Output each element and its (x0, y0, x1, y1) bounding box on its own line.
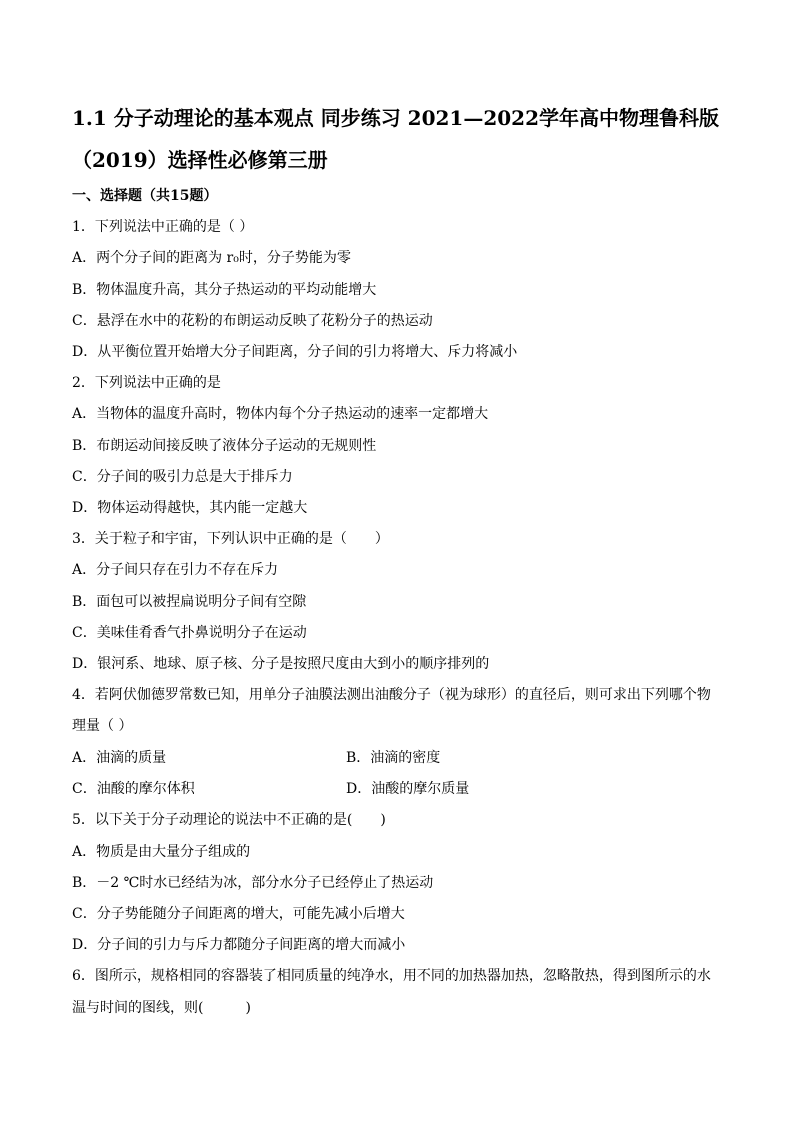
question-2-stem: 2．下列说法中正确的是 (72, 375, 221, 391)
question-2-option-a: A．当物体的温度升高时，物体内每个分子热运动的速率一定都增大 (72, 406, 489, 422)
question-6-stem-line2: 温与时间的图线，则( ) (72, 1000, 251, 1016)
page-title: 1.1 分子动理论的基本观点 同步练习 2021—2022学年高中物理鲁科版 (72, 106, 720, 130)
question-1-option-d: D．从平衡位置开始增大分子间距离，分子间的引力将增大、斥力将减小 (72, 344, 518, 360)
question-2-option-d: D．物体运动得越快，其内能一定越大 (72, 500, 308, 516)
question-5-option-b: B．－2 ℃时水已经结为冰，部分水分子已经停止了热运动 (72, 875, 434, 891)
question-4-stem: 4．若阿伏伽德罗常数已知，用单分子油膜法测出油酸分子（视为球形）的直径后，则可求出下列哪个物 (72, 687, 711, 703)
question-1-option-b: B．物体温度升高，其分子热运动的平均动能增大 (72, 282, 377, 298)
question-2-option-b: B．布朗运动间接反映了液体分子运动的无规则性 (72, 438, 377, 454)
question-5-option-d: D．分子间的引力与斥力都随分子间距离的增大而减小 (72, 937, 406, 953)
page-title-line2: （2019）选择性必修第三册 (72, 148, 328, 172)
question-5-option-a: A．物质是由大量分子组成的 (72, 844, 251, 860)
question-4-option-c: C．油酸的摩尔体积 (72, 781, 195, 797)
question-3-option-d: D．银河系、地球、原子核、分子是按照尺度由大到小的顺序排列的 (72, 656, 490, 672)
question-1-option-c: C．悬浮在水中的花粉的布朗运动反映了花粉分子的热运动 (72, 313, 433, 329)
question-4-option-d: D．油酸的摩尔质量 (346, 781, 470, 797)
question-1-option-a: A．两个分子间的距离为 r₀时，分子势能为零 (72, 250, 351, 266)
question-3-stem: 3．关于粒子和宇宙，下列认识中正确的是（ ） (72, 531, 389, 547)
question-5-stem: 5．以下关于分子动理论的说法中不正确的是( ) (72, 812, 386, 828)
question-2-option-c: C．分子间的吸引力总是大于排斥力 (72, 469, 293, 485)
question-1-stem: 1．下列说法中正确的是（ ） (72, 219, 254, 235)
question-4-option-b: B．油滴的密度 (346, 750, 441, 766)
question-3-option-b: B．面包可以被捏扁说明分子间有空隙 (72, 594, 307, 610)
question-4-stem-line2: 理量（ ） (72, 718, 133, 734)
question-4-option-a: A．油滴的质量 (72, 750, 167, 766)
question-3-option-c: C．美味佳肴香气扑鼻说明分子在运动 (72, 625, 307, 641)
question-3-option-a: A．分子间只存在引力不存在斥力 (72, 562, 279, 578)
question-6-stem: 6．图所示，规格相同的容器装了相同质量的纯净水，用不同的加热器加热，忽略散热，得到图所示的水 (72, 968, 711, 984)
question-5-option-c: C．分子势能随分子间距离的增大，可能先减小后增大 (72, 906, 405, 922)
section-heading: 一、选择题（共15题） (72, 188, 218, 204)
